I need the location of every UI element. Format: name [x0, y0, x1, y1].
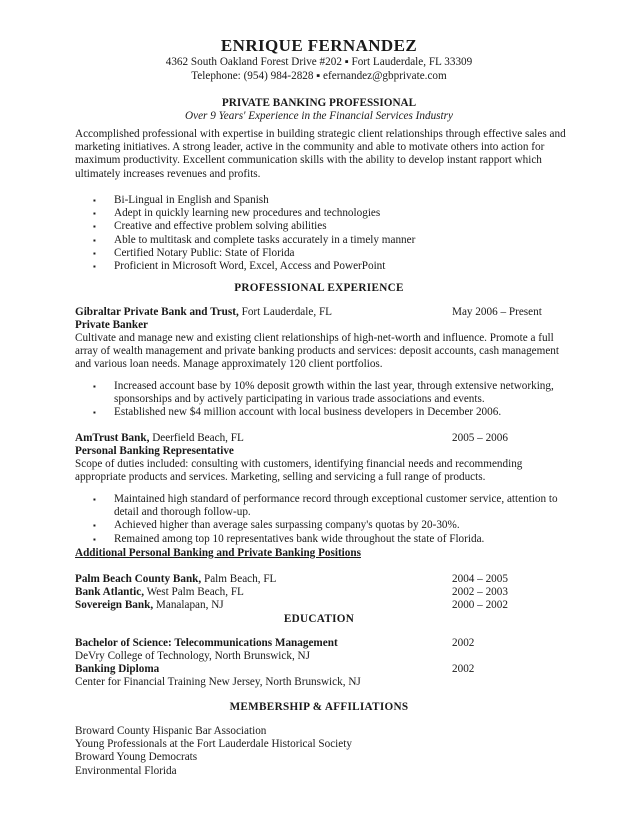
position-dates: 2002 – 2003 [452, 586, 508, 598]
bullet-icon: ▪ [93, 196, 96, 205]
list-item [93, 233, 574, 247]
bullet-icon: ▪ [93, 534, 96, 544]
list-item: Young Professionals at the Fort Lauderdale Historical Society [75, 738, 352, 751]
address-line: 4362 South Oakland Forest Drive #202 ▪ Fort Lauderdale, FL 33309 [165, 56, 473, 68]
job-header [75, 306, 575, 319]
bullet-icon: ▪ [93, 262, 96, 272]
degree-name: Bachelor of Science: Telecommunications Management [75, 637, 338, 649]
position-dates: 2000 – 2002 [452, 599, 508, 611]
skill-text: Able to multitask and complete tasks accurately in a timely manner [114, 233, 416, 246]
achievement-text: Remained among top 10 representatives bank wide throughout the state of Florida. [114, 532, 485, 545]
list-item [93, 220, 574, 233]
achievement-text: Maintained high standard of performance record through exceptional customer service, attention to detail and thorough follow-up. [114, 493, 558, 519]
job-header [75, 432, 575, 445]
company-location: West Palm Beach, FL [144, 586, 244, 598]
job-role: Private Banker [75, 319, 149, 331]
list-item [93, 532, 574, 546]
job-dates: May 2006 – Present [452, 306, 542, 318]
skill-text: Proficient in Microsoft Word, Excel, Access and PowerPoint [114, 260, 386, 273]
bullet-icon: ▪ [93, 382, 96, 391]
skill-text: Adept in quickly learning new procedures and technologies [114, 207, 381, 220]
candidate-name: ENRIQUE FERNANDEZ [220, 36, 418, 55]
degree-name: Banking Diploma [75, 663, 160, 675]
achievement-text: Established new $4 million account with local business developers in December 2006. [114, 406, 502, 419]
bullet-icon: ▪ [93, 521, 96, 531]
profile-subtitle: Over 9 Years' Experience in the Financial Services Industry [185, 110, 453, 122]
job-achievements [93, 493, 574, 546]
bullet-icon: ▪ [93, 209, 96, 219]
list-item: Environmental Florida [75, 764, 177, 777]
job-description: Scope of duties included: consulting with customers, identifying financial needs and recommending appropriate products and services. Marketing, selling and servicing a full range of products. [75, 458, 523, 484]
company-location: Fort Lauderdale, FL [238, 306, 333, 318]
bullet-icon: ▪ [93, 408, 96, 418]
additional-positions-heading: Additional Personal Banking and Private Banking Positions [75, 547, 361, 559]
company-name: Bank Atlantic, [75, 586, 145, 598]
list-item [93, 519, 574, 532]
company-location: Deerfield Beach, FL [149, 432, 244, 444]
company-name: Sovereign Bank, [75, 599, 154, 611]
company-name: Gibraltar Private Bank and Trust, [75, 306, 239, 318]
education-row [75, 637, 575, 650]
job-description: Cultivate and manage new and existing client relationships of high-net-worth and influence. Promote a full array of wealth management and private banking products and services: deposit accounts, cash management and various loan needs. Manage approximately 120 client portfolios. [75, 332, 559, 371]
bullet-icon: ▪ [93, 495, 96, 504]
bullet-icon: ▪ [93, 222, 96, 232]
degree-year: 2002 [452, 637, 475, 649]
position-dates: 2004 – 2005 [452, 573, 508, 585]
bullet-icon: ▪ [93, 235, 96, 245]
company-location: Manalapan, NJ [153, 599, 224, 611]
skill-text: Creative and effective problem solving abilities [114, 220, 327, 233]
skills-list [93, 194, 574, 273]
list-item: Broward Young Democrats [75, 751, 198, 764]
profile-summary: Accomplished professional with expertise in building strategic client relationships through effective sales and marketing initiatives. A strong leader, active in the community and able to motivate others into action for maximum productivity. Excellent communication skills with the ability to develop instant rapport which ultimately increases revenues and profits. [75, 128, 566, 180]
position-row [75, 586, 575, 599]
degree-year: 2002 [452, 663, 475, 675]
list-item [93, 380, 574, 406]
company-name: Palm Beach County Bank, [75, 573, 202, 585]
list-item [93, 406, 574, 419]
list-item [93, 194, 574, 207]
skill-text: Certified Notary Public: State of Florida [114, 246, 295, 259]
memberships-heading: MEMBERSHIP & AFFILIATIONS [229, 701, 409, 713]
job-role: Personal Banking Representative [75, 445, 234, 457]
school-name: DeVry College of Technology, North Brunswick, NJ [75, 650, 310, 662]
profile-title: PRIVATE BANKING PROFESSIONAL [221, 97, 417, 109]
company-name: AmTrust Bank, [75, 432, 150, 444]
experience-heading: PROFESSIONAL EXPERIENCE [234, 282, 404, 294]
bullet-icon: ▪ [93, 248, 96, 258]
position-row [75, 599, 575, 612]
list-item: Broward County Hispanic Bar Association [75, 725, 267, 737]
skill-text: Bi-Lingual in English and Spanish [114, 194, 269, 206]
list-item [93, 493, 574, 519]
achievement-text: Increased account base by 10% deposit growth within the last year, through extensive networking, sponsorships and by actively participating in various trade associations and events. [114, 380, 554, 406]
list-item [93, 207, 574, 220]
memberships-list [75, 725, 575, 778]
school-name: Center for Financial Training New Jersey, North Brunswick, NJ [75, 676, 361, 688]
position-row [75, 573, 575, 586]
list-item [93, 260, 574, 273]
contact-line: Telephone: (954) 984-2828 ▪ efernandez@gbprivate.com [191, 70, 447, 82]
education-heading: EDUCATION [283, 613, 355, 625]
company-location: Palm Beach, FL [201, 573, 277, 585]
education-row [75, 663, 575, 676]
achievement-text: Achieved higher than average sales surpassing company's quotas by 20-30%. [114, 519, 460, 532]
job-dates: 2005 – 2006 [452, 432, 508, 444]
job-achievements [93, 380, 574, 420]
list-item [93, 246, 574, 260]
